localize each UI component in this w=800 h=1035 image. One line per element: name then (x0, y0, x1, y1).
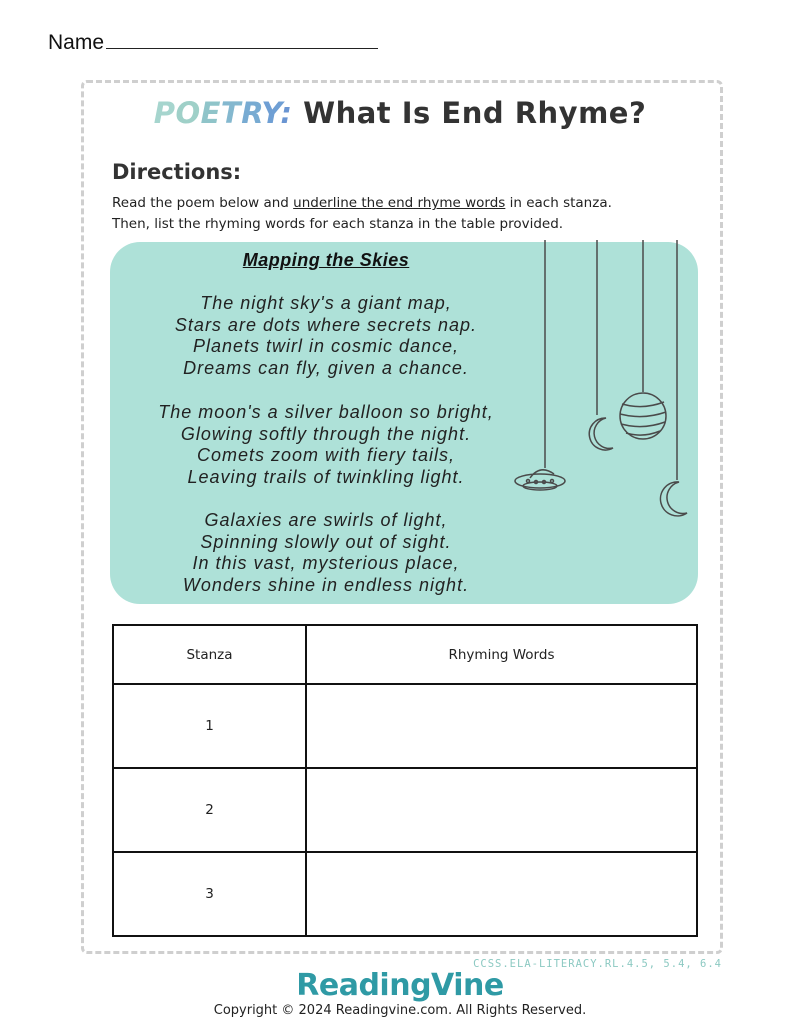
stanza-number: 1 (113, 684, 306, 768)
poem-stanza-2 (100, 402, 552, 488)
poem-line: In this vast, mysterious place, (192, 553, 460, 573)
poem-title: Mapping the Skies (242, 250, 410, 270)
directions-text: Read the poem below and underline the end rhyme words in each stanza. Then, list the rhyming words for each stanza in the table provided. (112, 195, 612, 232)
brand-logo: ReadingVine (296, 968, 504, 1003)
crescent-moon-icon (589, 418, 613, 450)
poem-stanza-3 (100, 510, 552, 596)
poem-line: Galaxies are swirls of light, (204, 510, 448, 530)
table-row (113, 852, 697, 936)
poem-stanza-1 (100, 293, 552, 379)
planet-icon (620, 393, 666, 439)
standards-code: CCSS.ELA-LITERACY.RL.4.5, 5.4, 6.4 (473, 958, 722, 970)
poem-line: The moon's a silver balloon so bright, (158, 402, 494, 422)
stanza-number: 2 (113, 768, 306, 852)
table-header-row (113, 625, 697, 684)
directions-heading: Directions: (112, 160, 242, 184)
table-row (113, 684, 697, 768)
poem-line: Dreams can fly, given a chance. (183, 357, 469, 378)
poem-line: The night sky's a giant map, (200, 293, 452, 313)
rhyming-words-answer-cell[interactable] (306, 684, 697, 768)
poem-line: Planets twirl in cosmic dance, (192, 336, 460, 356)
crescent-moon-icon (660, 482, 687, 516)
poem-line: Glowing softly through the night. (180, 423, 472, 444)
poem-line: Leaving trails of twinkling light. (187, 466, 465, 487)
table-row (113, 768, 697, 852)
title-rest: What Is End Rhyme? (292, 96, 647, 130)
poem-line: Spinning slowly out of sight. (200, 531, 452, 552)
rhyming-words-answer-cell[interactable] (306, 852, 697, 936)
rhyming-words-answer-cell[interactable] (306, 768, 697, 852)
poem-line: Wonders shine in endless night. (182, 574, 470, 595)
poem-line: Comets zoom with fiery tails, (196, 445, 456, 465)
stanza-number: 3 (113, 852, 306, 936)
rhyming-words-table (112, 624, 698, 937)
header-rhyming-words: Rhyming Words (306, 625, 697, 684)
poem-line: Stars are dots where secrets nap. (174, 314, 478, 335)
name-label: Name (48, 31, 105, 54)
title-poetry: POETRY: (153, 96, 293, 130)
copyright-text: Copyright © 2024 Readingvine.com. All Rights Reserved. (213, 1003, 587, 1018)
header-stanza: Stanza (113, 625, 306, 684)
